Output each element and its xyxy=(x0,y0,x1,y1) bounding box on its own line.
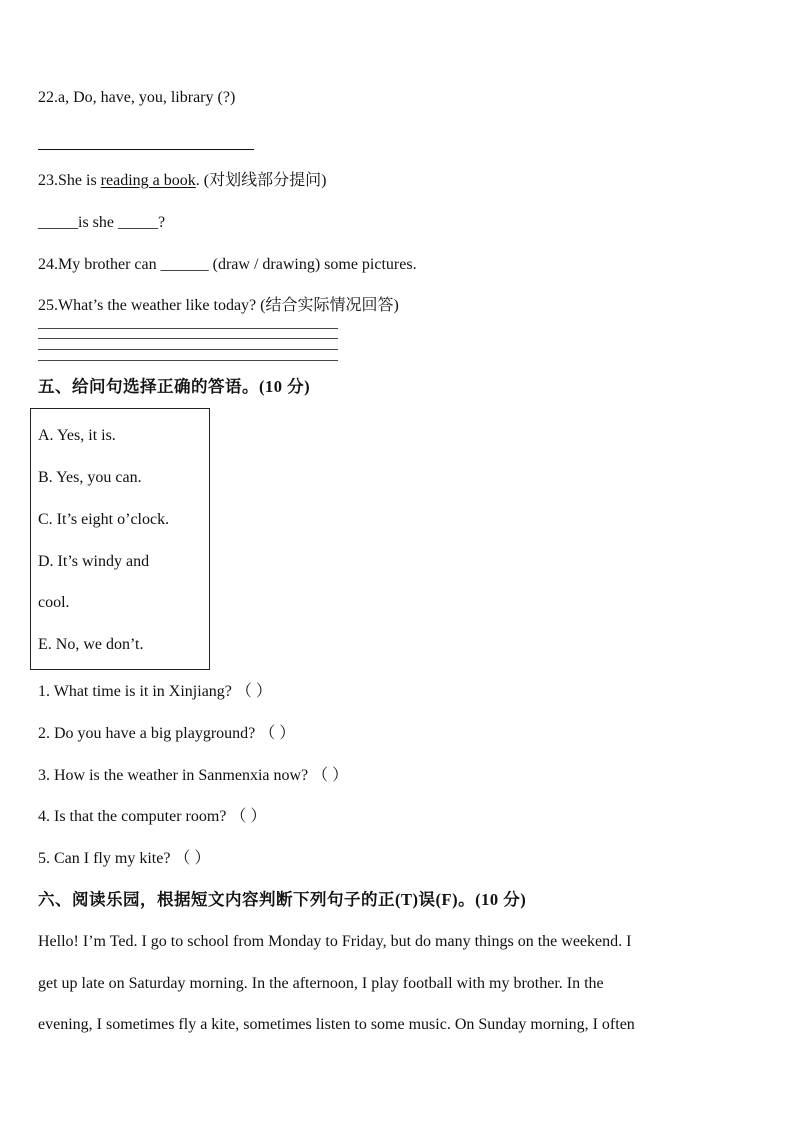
question-24: 24.My brother can ______ (draw / drawing) some pictures. xyxy=(38,256,417,273)
question-23-instruction: . (对划线部分提问) xyxy=(195,172,327,189)
section-5-title: 五、给问句选择正确的答语。 xyxy=(38,377,259,396)
section-6-title: 六、阅读乐园，根据短文内容判断下列句子的正 xyxy=(38,890,395,909)
passage-line-3: evening, I sometimes fly a kite, sometimes listen to some music. On Sunday morning, I often xyxy=(38,1016,635,1033)
option-b: B. Yes, you can. xyxy=(38,469,142,486)
blank-2: _____ xyxy=(118,214,158,231)
section-6-mid: 误 xyxy=(418,890,436,909)
writing-rule-3 xyxy=(38,349,338,350)
question-25: 25.What’s the weather like today? (结合实际情况回答) xyxy=(38,297,399,314)
option-d-cont: cool. xyxy=(38,594,70,611)
options-box xyxy=(30,408,210,670)
item-4: 4. Is that the computer room? （ ） xyxy=(38,808,267,825)
section-6-score: (10 分) xyxy=(475,890,527,909)
option-d: D. It’s windy and xyxy=(38,553,150,570)
t-mark: (T) xyxy=(395,890,419,909)
option-a: A. Yes, it is. xyxy=(38,427,116,444)
question-22: 22.a, Do, have, you, library (?) xyxy=(38,89,236,106)
writing-rule-4 xyxy=(38,360,338,361)
item-2: 2. Do you have a big playground? （ ） xyxy=(38,725,296,742)
question-23-text: 23.She is xyxy=(38,172,101,189)
section-6-heading xyxy=(38,890,526,910)
question-23-answer xyxy=(38,213,165,233)
item-1: 1. What time is it in Xinjiang? （ ） xyxy=(38,683,272,700)
section-5-heading xyxy=(38,377,310,397)
blank-1: _____ xyxy=(38,214,78,231)
writing-rule-1 xyxy=(38,328,338,329)
passage-line-1: Hello! I’m Ted. I go to school from Monday to Friday, but do many things on the weekend. I xyxy=(38,933,632,950)
passage-line-2: get up late on Saturday morning. In the afternoon, I play football with my brother. In the xyxy=(38,975,604,992)
answer-end: ? xyxy=(158,214,166,231)
question-23 xyxy=(38,171,326,191)
f-mark: (F) xyxy=(435,890,459,909)
section-6-end: 。 xyxy=(458,890,476,909)
option-c: C. It’s eight o’clock. xyxy=(38,511,170,528)
option-e: E. No, we don’t. xyxy=(38,636,144,653)
writing-rule-2 xyxy=(38,338,338,339)
underlined-phrase: reading a book xyxy=(100,172,196,189)
answer-mid: is she xyxy=(78,214,118,231)
answer-line-22 xyxy=(38,149,254,150)
section-5-score: (10 分) xyxy=(259,377,311,396)
item-3: 3. How is the weather in Sanmenxia now? （ ） xyxy=(38,767,349,784)
item-5: 5. Can I fly my kite? （ ） xyxy=(38,850,211,867)
